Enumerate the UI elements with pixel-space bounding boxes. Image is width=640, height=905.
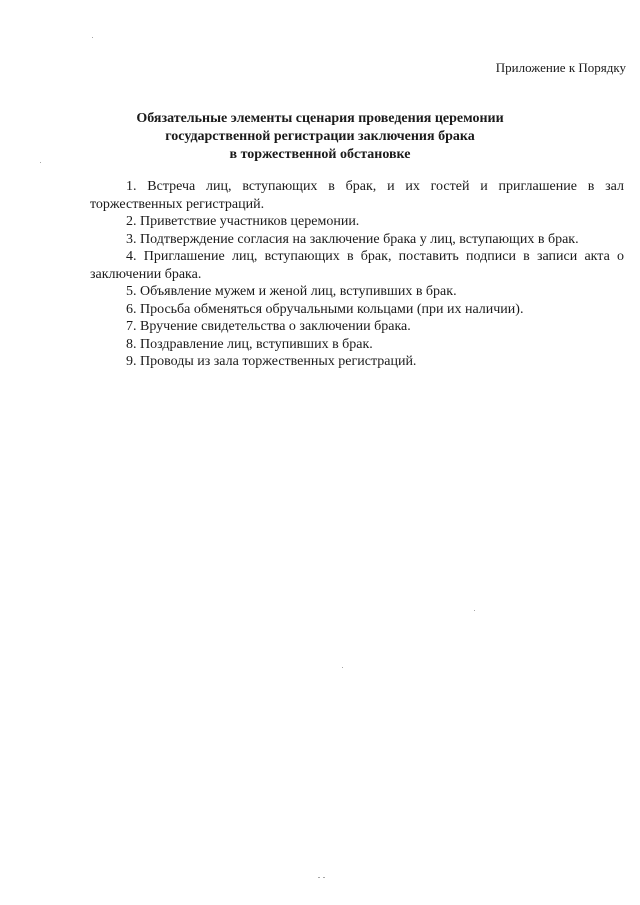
list-item <box>90 301 624 319</box>
list-item <box>90 178 624 213</box>
document-title <box>0 110 640 164</box>
list-item-text: Объявление мужем и женой лиц, вступивших в брак. <box>140 284 457 299</box>
scan-speck <box>318 877 320 878</box>
list-item-text: Проводы из зала торжественных регистраций. <box>140 354 417 369</box>
list-item <box>90 318 624 336</box>
scan-speck <box>342 667 343 668</box>
title-line-3: в торжественной обстановке <box>229 147 411 162</box>
list-item-number: 7. <box>126 319 137 334</box>
ceremony-elements-list <box>90 178 624 371</box>
list-item <box>90 283 624 301</box>
list-item-text: Приглашение лиц, вступающих в брак, поставить подписи в записи акта о заключении брака. <box>90 249 624 282</box>
scan-speck <box>40 162 41 163</box>
scan-speck <box>323 877 325 878</box>
list-item-text: Поздравление лиц, вступивших в брак. <box>140 336 373 352</box>
list-item <box>90 353 624 371</box>
list-item-number: 8. <box>126 336 137 352</box>
list-item <box>90 248 624 283</box>
list-item <box>90 231 624 249</box>
list-item-number: 2. <box>126 214 137 229</box>
list-item-number: 3. <box>126 231 137 247</box>
list-item-text: Вручение свидетельства о заключении брака. <box>140 319 411 334</box>
list-item-number: 9. <box>126 354 137 369</box>
list-item-number: 4. <box>126 249 137 264</box>
list-item-number: 6. <box>126 301 137 317</box>
appendix-note: Приложение к Порядку <box>495 60 626 75</box>
list-item-number: 1. <box>126 179 137 194</box>
scan-speck <box>92 37 93 38</box>
title-line-2: государственной регистрации заключения брака <box>165 129 475 144</box>
list-item-text: Просьба обменяться обручальными кольцами (при их наличии). <box>140 301 524 317</box>
scan-speck <box>474 610 475 611</box>
list-item <box>90 213 624 231</box>
list-item-text: Подтверждение согласия на заключение брака у лиц, вступающих в брак. <box>140 231 579 247</box>
title-line-1: Обязательные элементы сценария проведения церемонии <box>136 111 504 126</box>
list-item-text: Встреча лиц, вступающих в брак, и их гостей и приглашение в зал торжественных регистраций. <box>90 179 624 212</box>
list-item <box>90 336 624 354</box>
list-item-text: Приветствие участников церемонии. <box>140 214 360 229</box>
list-item-number: 5. <box>126 284 137 299</box>
